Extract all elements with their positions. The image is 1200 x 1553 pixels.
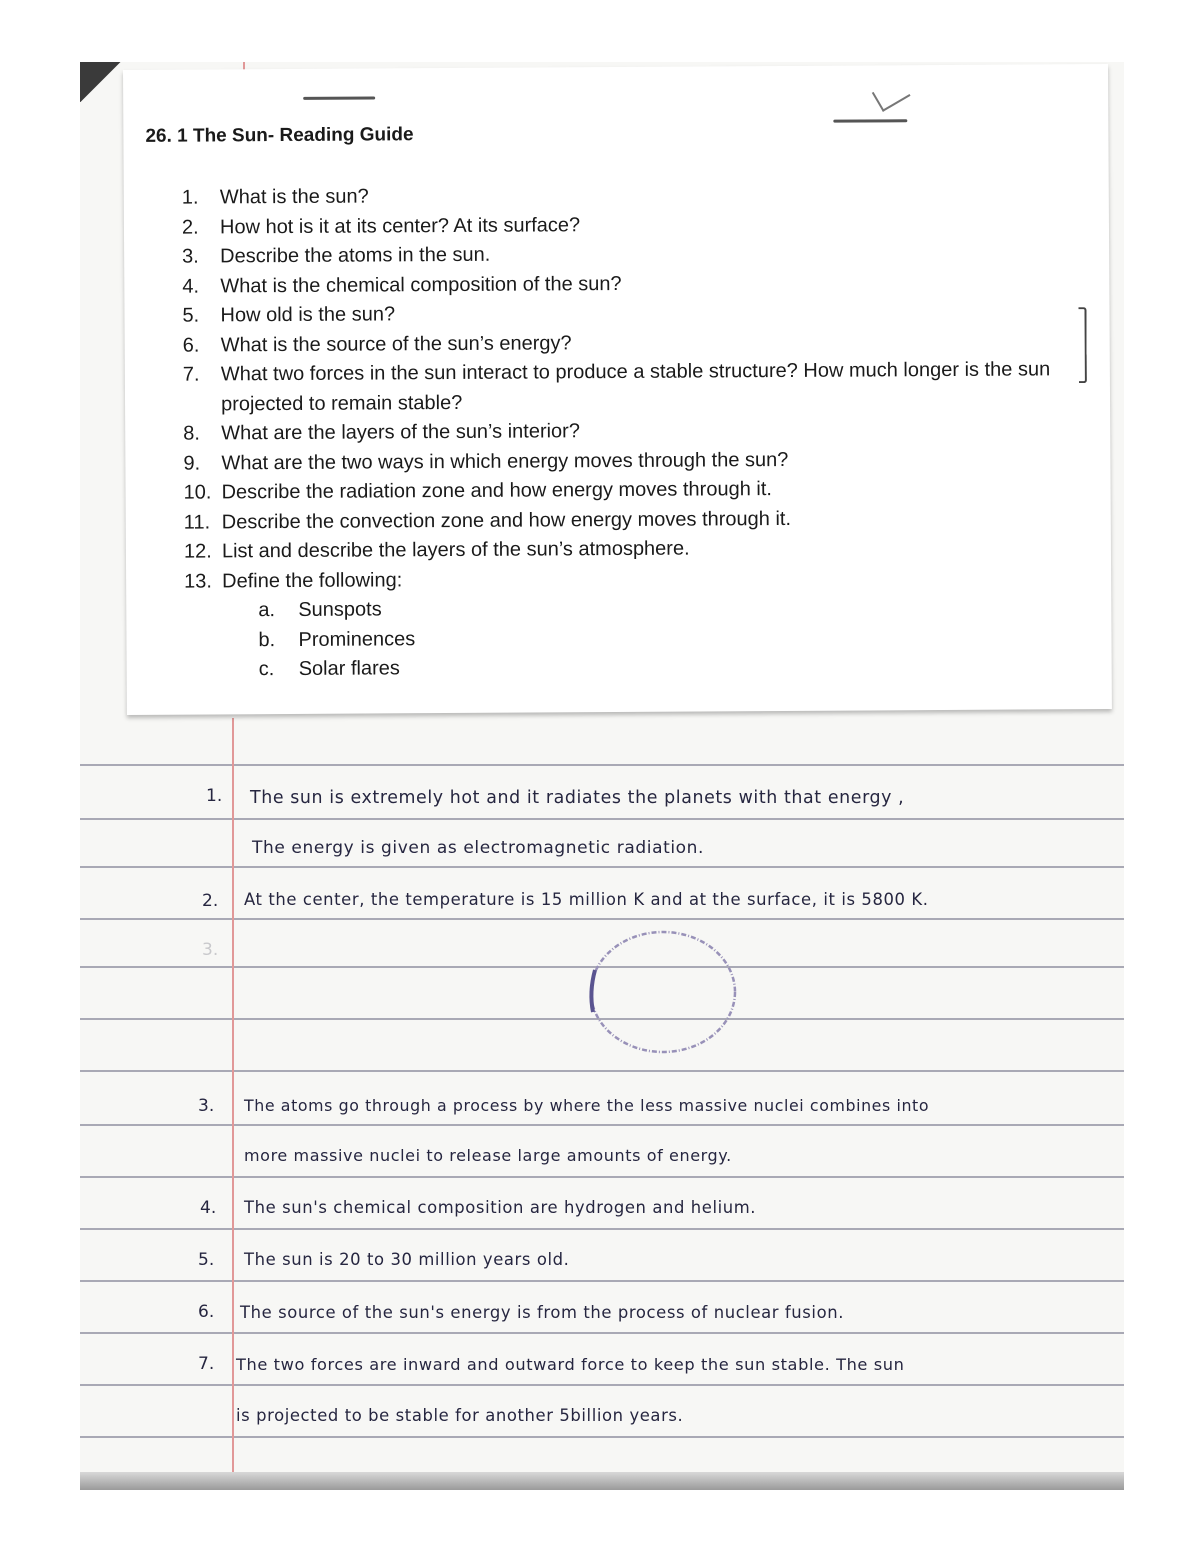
question-number: 5.	[182, 304, 200, 327]
pen-mark	[303, 96, 375, 99]
question-number: 1.	[181, 186, 199, 209]
answer-number: 6.	[198, 1302, 215, 1322]
question-text: What are the two ways in which energy moves through the sun?	[221, 448, 789, 474]
question-list	[182, 178, 1085, 685]
answer-6-line-1: The source of the sun's energy is from the process of nuclear fusion.	[240, 1303, 845, 1322]
answer-2-line-1: At the center, the temperature is 15 million K and at the surface, it is 5800 K.	[244, 890, 929, 909]
question-number: 9.	[183, 452, 201, 475]
ruled-line	[80, 1070, 1124, 1072]
sub-items-container	[184, 591, 1085, 685]
question-text: What two forces in the sun interact to produce a stable structure? How much longer is the sun projected to remain stable?	[220, 358, 1051, 415]
define-term: Solar flares	[298, 657, 400, 680]
question-number: 4.	[182, 275, 200, 298]
define-list	[184, 591, 1085, 685]
answer-number: 2.	[202, 891, 219, 911]
answer-number: 5.	[198, 1250, 215, 1270]
question-text: List and describe the layers of the sun’s atmosphere.	[221, 537, 690, 563]
question-text: What is the chemical composition of the sun?	[220, 272, 622, 297]
answer-7-line-2: is projected to be stable for another 5billion years.	[236, 1406, 684, 1425]
answer-1-line-1: The sun is extremely hot and it radiates the planets with that energy ,	[250, 788, 905, 808]
ruled-line	[80, 1384, 1124, 1386]
crossed-answer-number: 3.	[202, 940, 219, 960]
question-number: 10.	[183, 481, 212, 504]
page-bottom-edge	[80, 1472, 1124, 1490]
question-text: Describe the radiation zone and how energy moves through it.	[221, 478, 772, 504]
question-number: 11.	[183, 510, 211, 534]
check-mark-icon	[872, 77, 911, 112]
ruled-line	[80, 866, 1124, 868]
question-text: What is the source of the sun’s energy?	[220, 331, 572, 356]
define-letter: a.	[258, 599, 276, 622]
ruled-line	[80, 1176, 1124, 1178]
question-text: Define the following:	[222, 568, 403, 592]
question-item	[184, 562, 1084, 597]
question-number: 3.	[182, 245, 199, 268]
answer-number: 7.	[198, 1354, 215, 1374]
ruled-line	[80, 1228, 1124, 1230]
define-term: Sunspots	[298, 598, 382, 621]
question-text: What are the layers of the sun’s interior?	[221, 420, 580, 445]
define-letter: c.	[258, 658, 275, 681]
answer-3-line-2: more massive nuclei to release large amounts of energy.	[244, 1146, 732, 1165]
margin-line	[232, 718, 234, 1488]
define-letter: b.	[258, 628, 276, 651]
question-number: 8.	[183, 422, 200, 445]
define-item	[259, 650, 1085, 685]
define-term: Prominences	[298, 627, 416, 651]
answer-number: 1.	[206, 786, 223, 806]
question-number: 13.	[184, 569, 213, 593]
ruled-line	[80, 764, 1124, 766]
answer-4-line-1: The sun's chemical composition are hydrogen and helium.	[244, 1198, 757, 1217]
answer-7-line-1: The two forces are inward and outward force to keep the sun stable. The sun	[236, 1355, 905, 1374]
answer-number: 3.	[198, 1096, 215, 1116]
question-text: How hot is it at its center? At its surface?	[219, 213, 581, 238]
question-number: 6.	[182, 334, 200, 357]
ruled-line	[80, 818, 1124, 820]
ruled-line	[80, 1280, 1124, 1282]
question-text: How old is the sun?	[220, 303, 396, 327]
question-number: 2.	[181, 216, 199, 239]
answer-number: 4.	[200, 1198, 217, 1218]
question-text: What is the sun?	[219, 185, 369, 209]
answer-3-line-1: The atoms go through a process by where the less massive nuclei combines into	[244, 1096, 930, 1115]
reading-guide-sheet	[123, 64, 1112, 715]
question-text: Describe the convection zone and how energy moves through it.	[221, 507, 792, 533]
answer-1-line-2: The energy is given as electromagnetic radiation.	[252, 838, 705, 858]
question-number: 7.	[182, 363, 200, 386]
ruled-line	[80, 1124, 1124, 1126]
question-item	[183, 355, 1083, 419]
page-title: 26. 1 The Sun- Reading Guide	[145, 124, 414, 147]
ruled-line	[80, 1332, 1124, 1334]
ruled-line	[80, 1436, 1124, 1438]
question-text: Describe the atoms in the sun.	[220, 243, 491, 268]
answer-5-line-1: The sun is 20 to 30 million years old.	[244, 1250, 570, 1269]
question-number: 12.	[183, 540, 212, 563]
sun-sketch	[583, 920, 743, 1060]
pen-mark	[833, 119, 907, 122]
